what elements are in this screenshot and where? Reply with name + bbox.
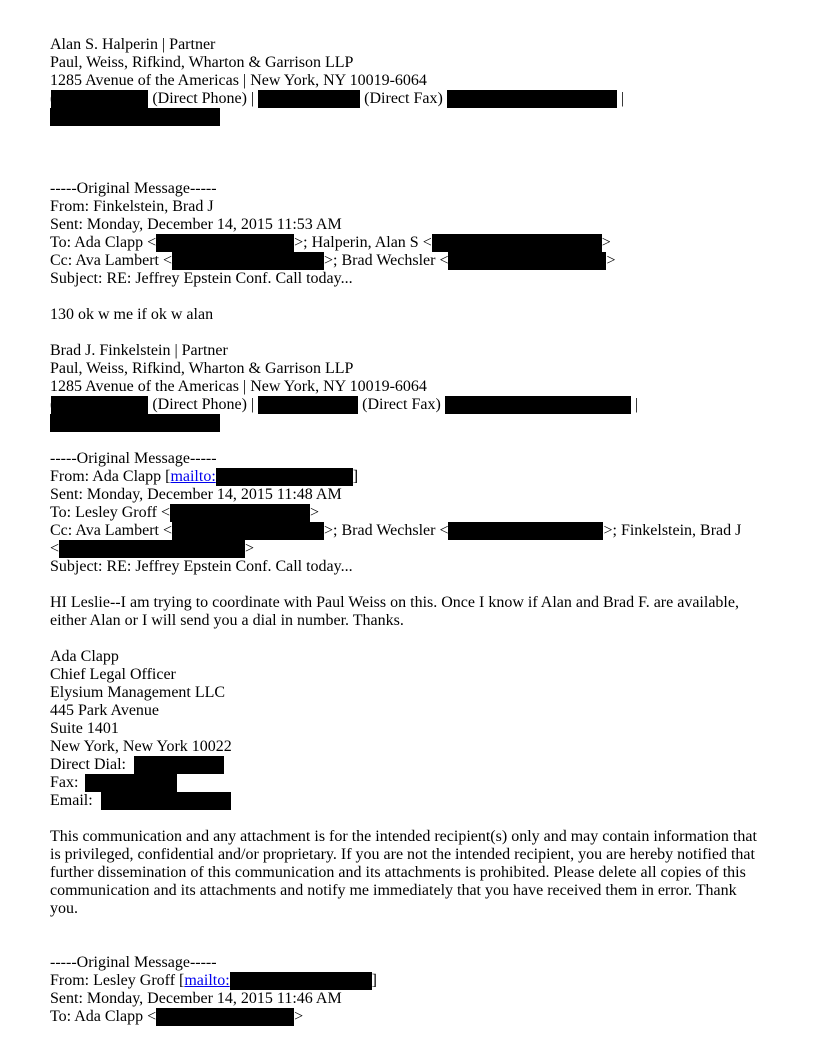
to-line: To: Ada Clapp < >; Halperin, Alan S < > [50,234,611,251]
redaction [50,414,220,432]
email-document [50,36,766,1026]
sent-line: Sent: Monday, December 14, 2015 11:53 AM [50,216,342,233]
confidentiality-disclaimer: This communication and any attachment is for the intended recipient(s) only and may contain information that is privileged, confidential and/or proprietary. If you are not the intended recipient, you are hereby notified that further dissemination of this communication and its attachments is prohibited. Please delete all copies of this communication and its attachments and notify me immediately that you have received them in error. Thank you. [50,828,757,917]
redaction [432,234,602,252]
message-body: HI Leslie--I am trying to coordinate with Paul Weiss on this. Once I know if Alan and Brad F. are available, either Alan or I will send you a dial in number. Thanks. [50,594,739,629]
signature-firm: Paul, Weiss, Rifkind, Wharton & Garrison LLP [50,360,354,377]
signature-name: Alan S. Halperin | Partner [50,36,216,53]
redaction [258,396,358,414]
redaction [170,504,310,522]
signature-contact-line: (Direct Phone) | (Direct Fax) | [50,396,766,414]
redaction [448,522,603,540]
redaction [445,396,631,414]
signature-city: New York, New York 10022 [50,738,232,755]
signature-firm: Paul, Weiss, Rifkind, Wharton & Garrison LLP [50,54,354,71]
redaction [447,90,617,108]
redaction [172,522,324,540]
from-line: From: Lesley Groff [mailto: ] [50,972,377,989]
signature-suite: Suite 1401 [50,720,119,737]
signature-address: 1285 Avenue of the Americas | New York, NY 10019-6064 [50,72,427,89]
redaction [51,396,148,414]
email-line: Email: [50,792,766,810]
cc-line: Cc: Ava Lambert < >; Brad Wechsler < > [50,252,616,269]
sent-line: Sent: Monday, December 14, 2015 11:48 AM [50,486,342,503]
redaction [134,756,224,774]
subject-line: Subject: RE: Jeffrey Epstein Conf. Call today... [50,270,353,287]
signature-email-line [50,108,766,126]
to-line: To: Ada Clapp < > [50,1008,304,1025]
signature-block [50,342,766,432]
cc-line-continued: < > [50,540,255,557]
message-header [50,450,766,576]
signature-company: Elysium Management LLC [50,684,226,701]
to-line: To: Lesley Groff < > [50,504,320,521]
original-message-divider: -----Original Message----- [50,180,217,197]
mailto-link[interactable]: mailto: [184,972,230,989]
redaction [51,90,148,108]
original-message-divider: -----Original Message----- [50,450,217,467]
redaction [230,972,372,990]
signature-title: Chief Legal Officer [50,666,176,683]
redaction [258,90,360,108]
signature-name: Ada Clapp [50,648,119,665]
message-header [50,180,766,288]
original-message-divider: -----Original Message----- [50,954,217,971]
signature-street: 445 Park Avenue [50,702,160,719]
mailto-link[interactable]: mailto: [170,468,216,485]
redaction [172,252,324,270]
redaction [156,1008,294,1026]
redaction [216,468,353,486]
redaction [50,108,220,126]
signature-address: 1285 Avenue of the Americas | New York, NY 10019-6064 [50,378,427,395]
redaction [101,792,231,810]
fax-line: Fax: [50,774,766,792]
signature-contact-line: (Direct Phone) | (Direct Fax) | [50,90,766,108]
redaction [448,252,606,270]
message-body: 130 ok w me if ok w alan [50,306,214,323]
signature-block [50,648,766,810]
sent-line: Sent: Monday, December 14, 2015 11:46 AM [50,990,342,1007]
signature-name: Brad J. Finkelstein | Partner [50,342,228,359]
redaction [59,540,245,558]
signature-block [50,36,766,126]
signature-email-line [50,414,766,432]
redaction [85,774,177,792]
from-line: From: Ada Clapp [mailto: ] [50,468,359,485]
subject-line: Subject: RE: Jeffrey Epstein Conf. Call today... [50,558,353,575]
message-header [50,954,766,1026]
cc-line: Cc: Ava Lambert < >; Brad Wechsler < >; Finkelstein, Brad J [50,522,742,539]
direct-dial-line: Direct Dial: [50,756,766,774]
from-line: From: Finkelstein, Brad J [50,198,214,215]
redaction [156,234,294,252]
